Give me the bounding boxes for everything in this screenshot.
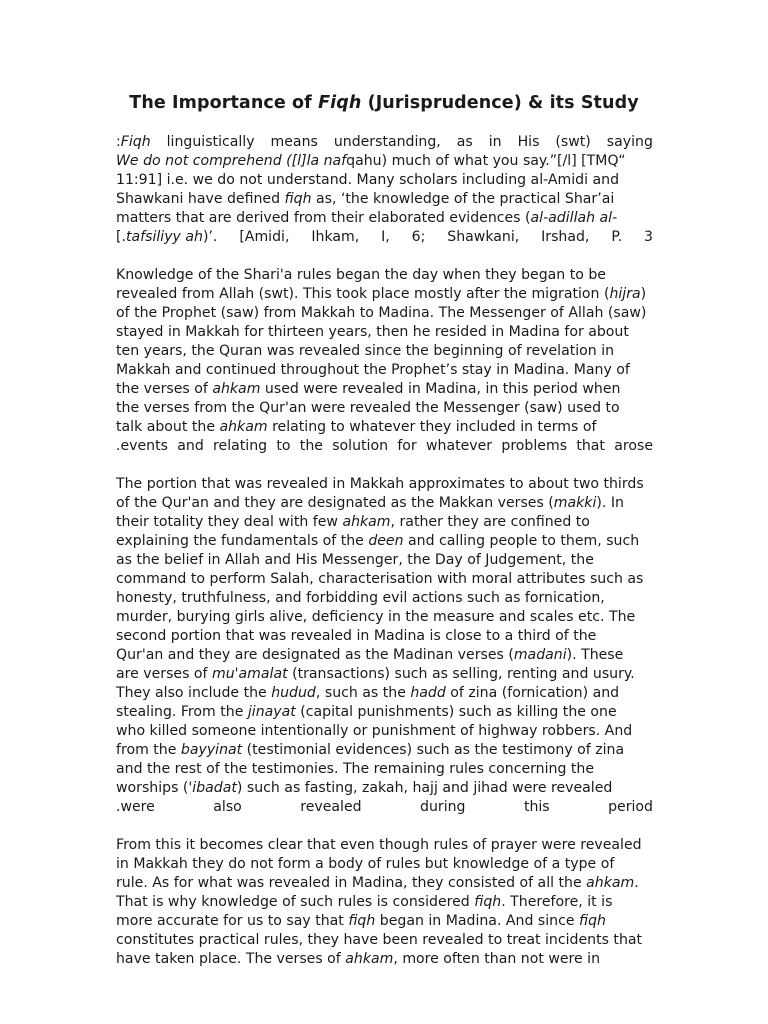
- justified-word: .were: [116, 799, 155, 815]
- emphasis: mu'amalat: [211, 666, 288, 682]
- emphasis: fiqh: [348, 913, 376, 929]
- line-text: and calling people to them, such: [403, 533, 640, 549]
- paragraph-line: as the belief in Allah and His Messenger, the Day of Judgement, the: [116, 552, 594, 568]
- line-text: used were revealed in Madina, in this period when: [260, 381, 621, 397]
- line-text: ): [640, 286, 647, 302]
- paragraph-line: [116, 950, 653, 969]
- justified-word: Shawkani,: [447, 229, 520, 245]
- emphasis: hudud: [271, 685, 316, 701]
- justified-word: understanding,: [333, 134, 441, 150]
- page-title: [0, 91, 768, 115]
- emphasis: fiqh: [284, 191, 312, 207]
- line-text: of zina (fornication) and: [445, 685, 620, 701]
- justified-word: solution: [332, 438, 389, 454]
- paragraph-line: [116, 152, 653, 171]
- line-text: , more often than not were in: [393, 951, 601, 967]
- justified-word: problems: [501, 438, 568, 454]
- paragraph-line: [116, 494, 653, 513]
- emphasis: ibadat: [192, 780, 237, 796]
- justified-word: this: [523, 799, 550, 815]
- line-text: revealed from Allah (swt). This took place mostly after the migration (: [116, 286, 610, 302]
- justified-word: period: [608, 799, 653, 815]
- paragraph-line: 11:91] i.e. we do not understand. Many scholars including al-Amidi and: [116, 172, 620, 188]
- paragraph-line: [116, 703, 653, 722]
- line-text: qahu) much of what you say.”[/l] [TMQ“: [346, 153, 626, 169]
- line-text: Qur'an and they are designated as the Madinan verses (: [116, 647, 514, 663]
- emphasis: fiqh: [474, 894, 502, 910]
- line-text: (capital punishments) such as killing the one: [295, 704, 617, 720]
- line-text: , rather they are confined to: [390, 514, 590, 530]
- line-text: .: [634, 875, 639, 891]
- emphasis: ahkam: [345, 951, 394, 967]
- justified-word: I,: [381, 229, 390, 245]
- justified-word: also: [213, 799, 242, 815]
- paragraph-line: [116, 684, 653, 703]
- line-text: from the: [116, 742, 181, 758]
- justified-word: as: [456, 134, 473, 150]
- line-text: more accurate for us to say that: [116, 913, 349, 929]
- justified-word: relating: [213, 438, 268, 454]
- line-text: (transactions) such as selling, renting and usury.: [287, 666, 635, 682]
- title-emphasis: Fiqh: [318, 93, 362, 113]
- line-text: Shawkani have defined: [116, 191, 285, 207]
- emphasis: al-adillah al-: [530, 210, 618, 226]
- justified-word: that: [576, 438, 605, 454]
- emphasis: hijra: [609, 286, 641, 302]
- justified-word: His: [517, 134, 540, 150]
- paragraph-line: Knowledge of the Shari'a rules began the day when they began to be: [116, 267, 606, 283]
- paragraph-line: [116, 798, 653, 817]
- justified-word: the: [299, 438, 323, 454]
- justified-word: :Fiqh: [116, 134, 151, 150]
- line-text: of the Qur'an and they are designated as the Makkan verses (: [116, 495, 554, 511]
- paragraph-line: [116, 228, 653, 247]
- paragraph-line: ten years, the Quran was revealed since the beginning of revelation in: [116, 343, 615, 359]
- title-text: The Importance of: [129, 93, 319, 113]
- paragraph-line: stayed in Makkah for thirteen years, then he resided in Madina for about: [116, 324, 629, 340]
- justified-word: arose: [614, 438, 653, 454]
- emphasis: We do not comprehend ([l]la naf: [116, 153, 347, 169]
- line-text: relating to whatever they included in terms of: [267, 419, 597, 435]
- paragraph-line: [116, 665, 653, 684]
- paragraph-line: and the rest of the testimonies. The remaining rules concerning the: [116, 761, 595, 777]
- emphasis: jinayat: [247, 704, 296, 720]
- emphasis: makki: [553, 495, 597, 511]
- justified-word: 6;: [411, 229, 426, 245]
- line-text: talk about the: [116, 419, 220, 435]
- emphasis: ahkam: [586, 875, 635, 891]
- line-text: as, ‘the knowledge of the practical Shar’ai: [311, 191, 615, 207]
- paragraph-line: [116, 380, 653, 399]
- justified-word: for: [397, 438, 417, 454]
- paragraph-line: [116, 133, 653, 152]
- justified-word: means: [270, 134, 318, 150]
- paragraph-line: honesty, truthfulness, and forbidding evil actions such as fornication,: [116, 590, 605, 606]
- paragraph-line: second portion that was revealed in Madina is close to a third of the: [116, 628, 597, 644]
- justified-word: to: [276, 438, 291, 454]
- emphasis: fiqh: [579, 913, 606, 929]
- line-text: , such as the: [315, 685, 411, 701]
- paragraph-line: [116, 418, 653, 437]
- justified-word: and: [177, 438, 204, 454]
- line-text: worships (': [116, 780, 193, 796]
- line-text: began in Madina. And since: [375, 913, 579, 929]
- paragraph-line: [116, 437, 653, 456]
- line-text: explaining the fundamentals of the: [116, 533, 369, 549]
- paragraph-line: [116, 285, 653, 304]
- line-text: (testimonial evidences) such as the testimony of zina: [242, 742, 625, 758]
- paragraph-line: [116, 874, 653, 893]
- title-text-end: (Jurisprudence) & its Study: [361, 93, 639, 113]
- paragraph-2: [116, 266, 653, 456]
- justified-word: Irshad,: [541, 229, 590, 245]
- line-text: matters that are derived from their elaborated evidences (: [116, 210, 531, 226]
- paragraph-line: [116, 779, 653, 798]
- justified-word: 3: [644, 229, 653, 245]
- line-text: ). In: [596, 495, 624, 511]
- justified-word: linguistically: [166, 134, 255, 150]
- emphasis: ahkam: [342, 514, 391, 530]
- paragraph-line: murder, burying girls alive, deficiency in the measure and scales etc. The: [116, 609, 636, 625]
- line-text: That is why knowledge of such rules is considered: [116, 894, 475, 910]
- paragraph-line: in Makkah they do not form a body of rules but knowledge of a type of: [116, 856, 615, 872]
- paragraph-line: The portion that was revealed in Makkah approximates to about two thirds: [116, 476, 644, 492]
- justified-word: during: [420, 799, 466, 815]
- paragraph-line: [116, 893, 653, 912]
- document-body: [116, 133, 653, 988]
- paragraph-line: [116, 912, 653, 931]
- line-text: ). These: [566, 647, 624, 663]
- emphasis: ahkam: [212, 381, 261, 397]
- paragraph-line: constitutes practical rules, they have been revealed to treat incidents that: [116, 932, 643, 948]
- line-text: their totality they deal with few: [116, 514, 343, 530]
- justified-word: Ihkam,: [311, 229, 360, 245]
- line-text: are verses of: [116, 666, 212, 682]
- emphasis: ahkam: [219, 419, 268, 435]
- line-text: They also include the: [116, 685, 272, 701]
- line-text: the verses of: [116, 381, 213, 397]
- emphasis: deen: [368, 533, 404, 549]
- line-text: rule. As for what was revealed in Madina, they consisted of all the: [116, 875, 587, 891]
- paragraph-line: [116, 513, 653, 532]
- justified-word: (swt): [555, 134, 591, 150]
- line-text: . Therefore, it is: [501, 894, 613, 910]
- paragraph-line: of the Prophet (saw) from Makkah to Madina. The Messenger of Allah (saw): [116, 305, 647, 321]
- justified-word: P.: [611, 229, 623, 245]
- emphasis: madani: [513, 647, 567, 663]
- emphasis: hadd: [410, 685, 446, 701]
- paragraph-line: [116, 741, 653, 760]
- justified-word: whatever: [425, 438, 493, 454]
- paragraph-line: Makkah and continued throughout the Prophet’s stay in Madina. Many of: [116, 362, 630, 378]
- paragraph-line: [116, 646, 653, 665]
- line-text: stealing. From the: [116, 704, 248, 720]
- paragraph-1: [116, 133, 653, 247]
- justified-word: revealed: [300, 799, 362, 815]
- paragraph-4: [116, 836, 653, 969]
- line-text: ) such as fasting, zakah, hajj and jihad were revealed: [236, 780, 613, 796]
- justified-word: saying: [606, 134, 653, 150]
- paragraph-line: [116, 209, 653, 228]
- paragraph-line: who killed someone intentionally or punishment of highway robbers. And: [116, 723, 633, 739]
- line-text: have taken place. The verses of: [116, 951, 346, 967]
- emphasis: bayyinat: [180, 742, 243, 758]
- paragraph-line: the verses from the Qur'an were revealed the Messenger (saw) used to: [116, 400, 620, 416]
- paragraph-line: [116, 532, 653, 551]
- paragraph-line: From this it becomes clear that even though rules of prayer were revealed: [116, 837, 642, 853]
- paragraph-line: command to perform Salah, characterisation with moral attributes such as: [116, 571, 644, 587]
- paragraph-3: [116, 475, 653, 817]
- justified-word: [Amidi,: [239, 229, 290, 245]
- paragraph-line: [116, 190, 653, 209]
- justified-word: .events: [116, 438, 168, 454]
- justified-word: [.tafsiliyy ah)’.: [116, 229, 218, 245]
- justified-word: in: [488, 134, 502, 150]
